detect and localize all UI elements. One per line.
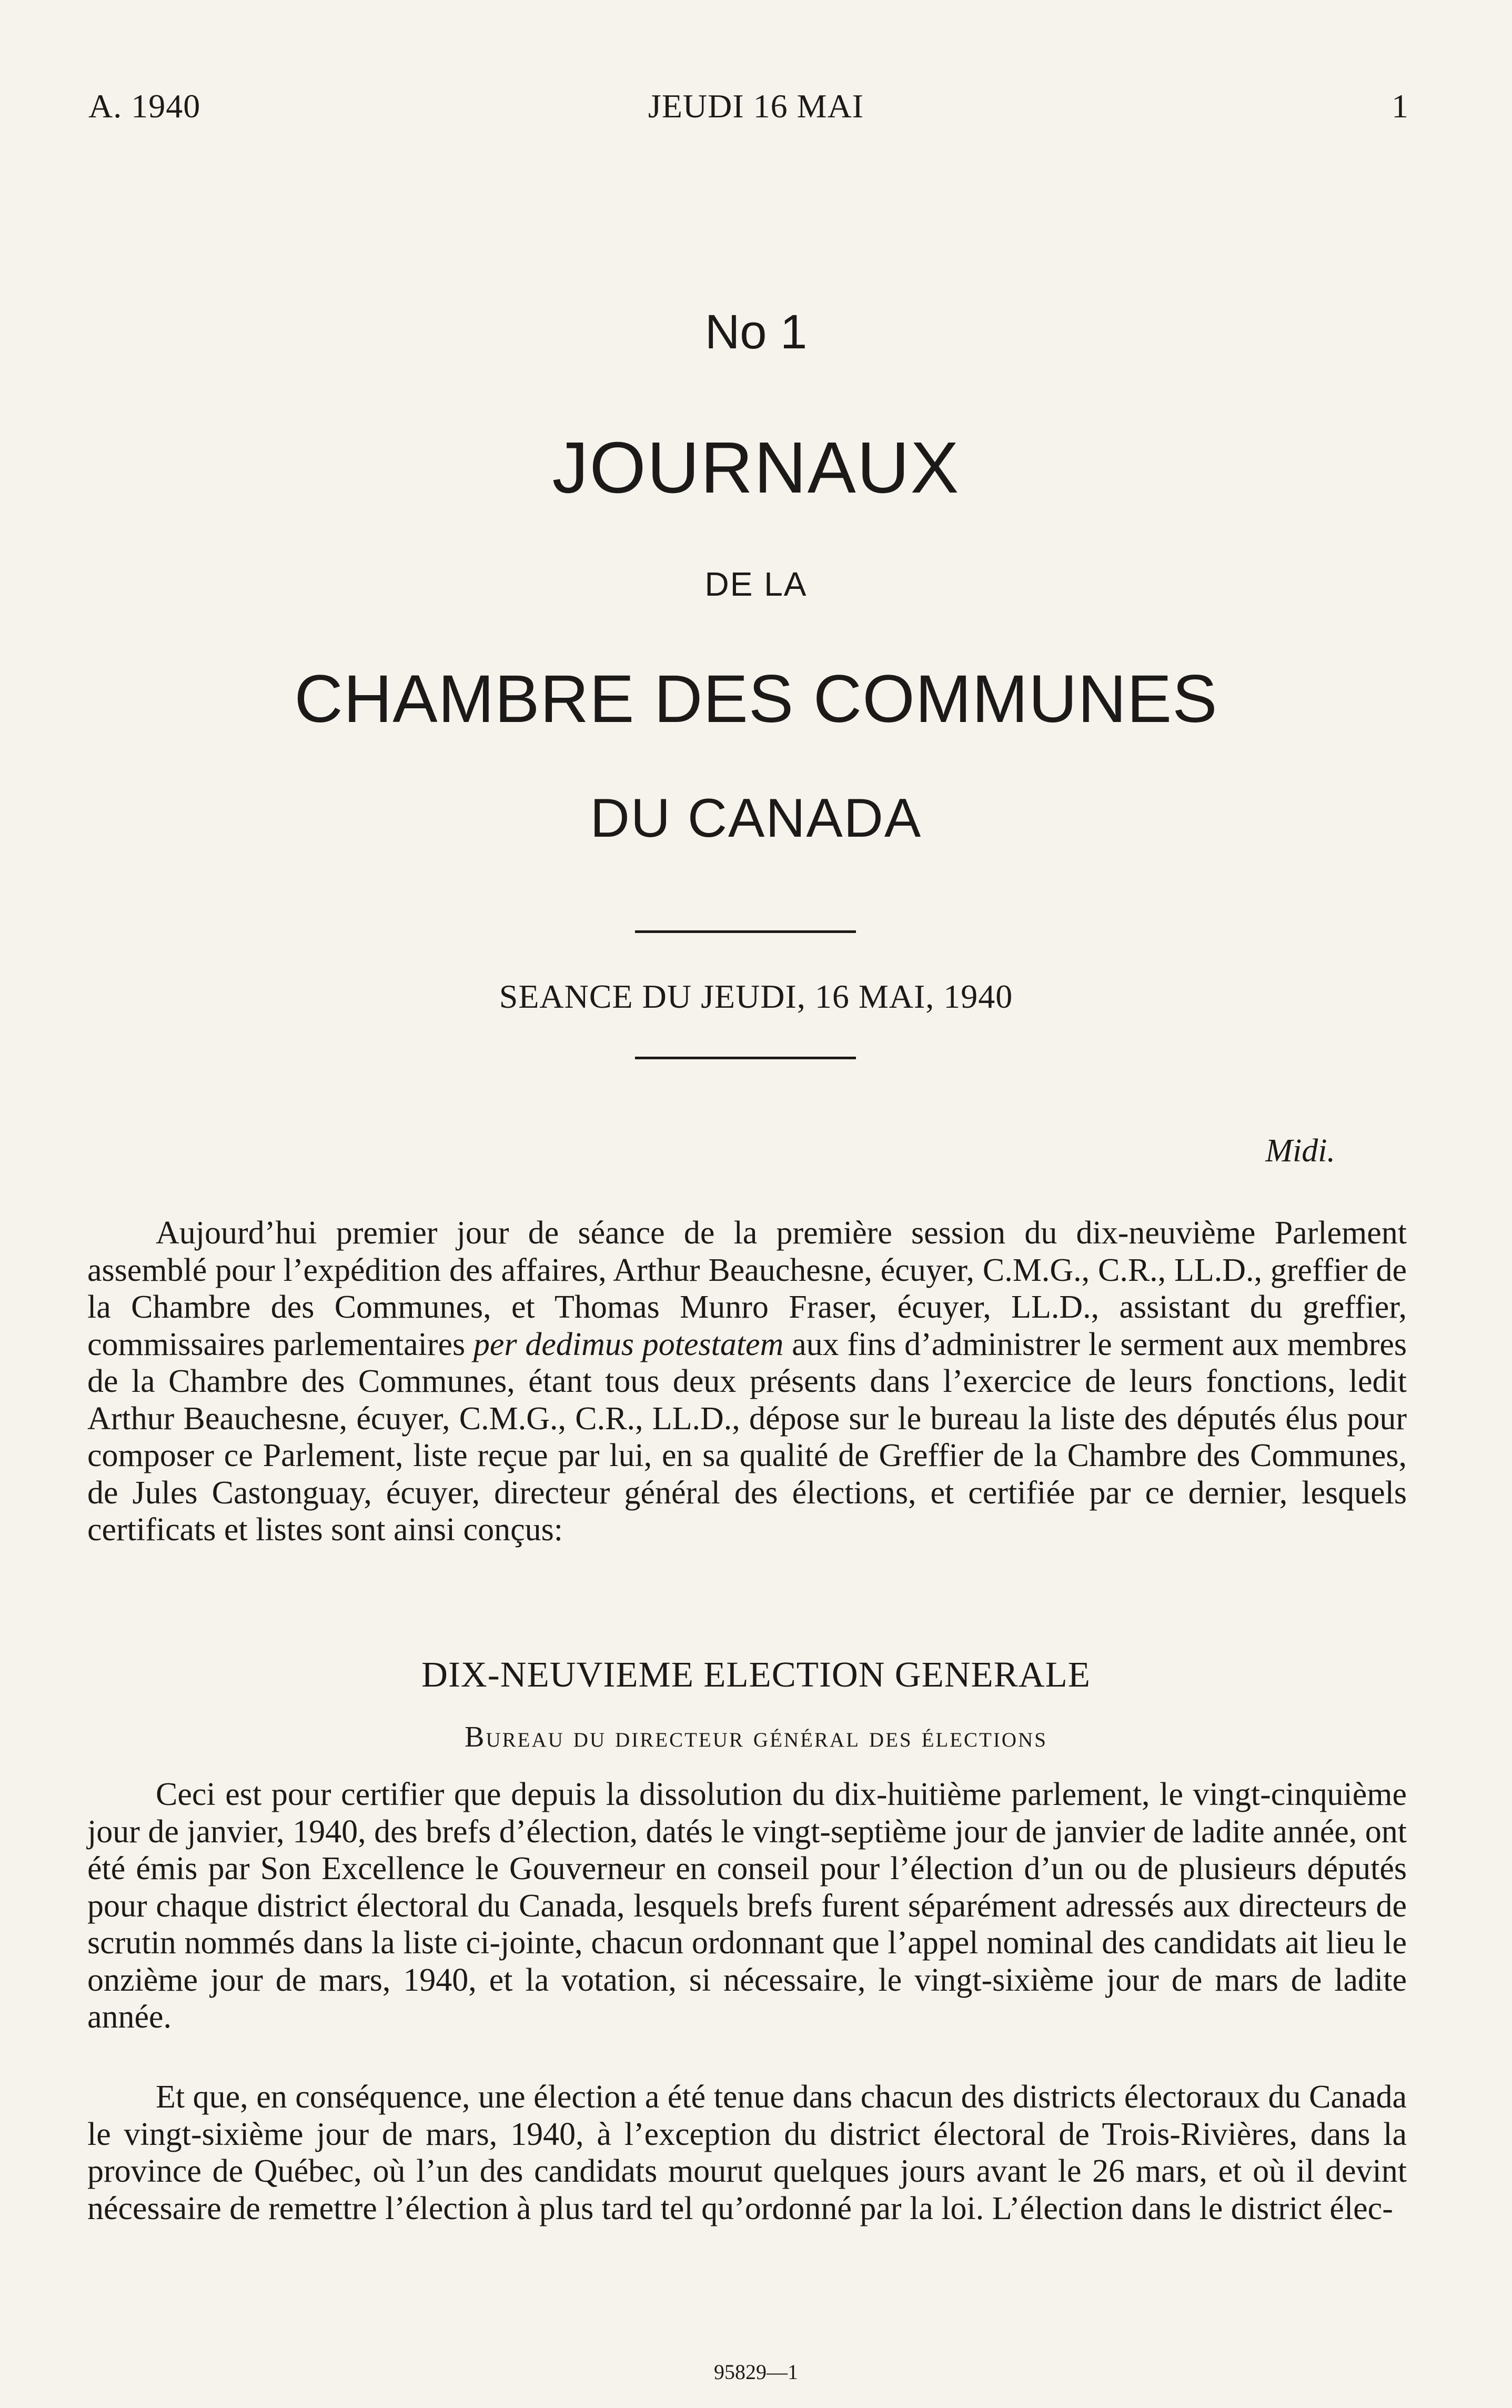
page-number: 1	[1392, 87, 1409, 125]
chamber-name: CHAMBRE DES COMMUNES	[294, 661, 1218, 737]
election-heading: DIX-NEUVIEME ELECTION GENERALE	[421, 1654, 1091, 1694]
opening-paragraph-text-1: Aujourd’hui premier jour de séance de la première session du dix-neuvième Parlement assemblé pour l’expédition des affaires, Arthur Beauchesne, écuyer, C.M.G., C.R., LL.D., greffier de la Chambre des Communes, et Thomas Munro Fraser, écuyer, LL.D., assistant du greffier, commissaires parlementaires	[87, 1215, 1407, 1362]
sitting-heading: SEANCE DU JEUDI, 16 MAI, 1940	[499, 978, 1013, 1015]
divider-top	[635, 930, 856, 933]
printer-signature-mark: 95829—1	[714, 2360, 798, 2384]
country-name: DU CANADA	[590, 788, 922, 849]
divider-bottom	[635, 1057, 856, 1059]
opening-paragraph	[87, 1215, 1407, 1549]
sitting-time: Midi.	[1265, 1133, 1335, 1169]
certificate-paragraph: Ceci est pour certifier que depuis la dissolution du dix-huitième parlement, le vingt-cinquième jour de janvier, 1940, des brefs d’élection, datés le vingt-septième jour de janvier de ladite année, ont été émis par Son Excellence le Gouverneur en conseil pour l’élection d’un ou de plusieurs députés pour chaque district électoral du Canada, lesquels brefs furent séparément adressés aux directeurs de scrutin nommés dans la liste ci-jointe, chacun ordonnant que l’appel nominal des candidats ait lieu le onzième jour de mars, 1940, et la votation, si nécessaire, le vingt-sixième jour de mars de ladite année.	[87, 1777, 1407, 2035]
latin-phrase: per dedimus potestatem	[473, 1326, 784, 1362]
journal-title: JOURNAUX	[552, 427, 960, 508]
running-header-year: A. 1940	[88, 87, 201, 125]
title-connector: DE LA	[704, 565, 808, 603]
election-paragraph: Et que, en conséquence, une élection a été tenue dans chacun des districts électoraux du Canada le vingt-sixième jour de mars, 1940, à l’exception du district électoral de Trois-Rivières, dans la province de Québec, où l’un des candidats mourut quelques jours avant le 26 mars, et où il devint nécessaire de remettre l’élection à plus tard tel qu’ordonné par la loi. L’élection dans le district élec-	[87, 2079, 1407, 2226]
running-header-date: JEUDI 16 MAI	[648, 87, 864, 125]
issue-number: No 1	[704, 305, 808, 359]
opening-paragraph-text-2: aux fins d’administrer le serment aux membres de la Chambre des Communes, étant tous deux présents dans l’exercice de leurs fonctions, ledit Arthur Beauchesne, écuyer, C.M.G., C.R., LL.D., dépose sur le bureau la liste des députés élus pour composer ce Parlement, liste reçue par lui, en sa qualité de Greffier de la Chambre des Communes, de Jules Castonguay, écuyer, directeur général des élections, et certifiée par ce dernier, lesquels certificats et listes sont ainsi conçus:	[87, 1326, 1407, 1548]
bureau-heading: Bureau du directeur général des élections	[465, 1721, 1047, 1753]
